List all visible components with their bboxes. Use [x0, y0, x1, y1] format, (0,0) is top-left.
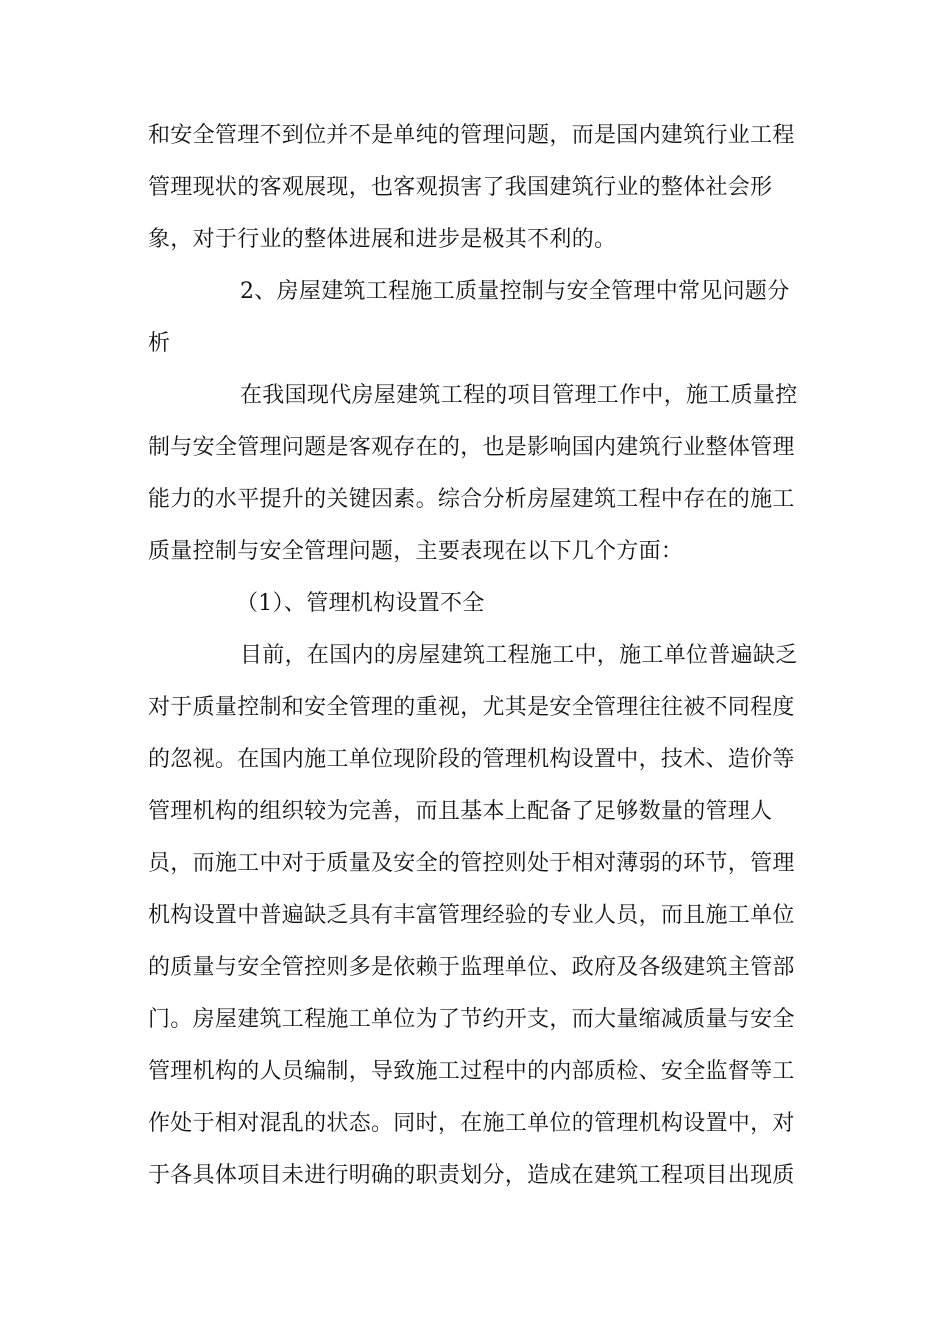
body-text-line: 作处于相对混乱的状态。同时，在施工单位的管理机构设置中，对	[148, 1111, 795, 1136]
body-text-line: 于各具体项目未进行明确的职责划分，造成在建筑工程项目出现质	[148, 1163, 795, 1188]
body-text-line: 对于质量控制和安全管理的重视，尤其是安全管理往往被不同程度	[148, 695, 795, 720]
body-text-line: 的忽视。在国内施工单位现阶段的管理机构设置中，技术、造价等	[148, 747, 795, 772]
body-text-line: 制与安全管理问题是客观存在的，也是影响国内建筑行业整体管理	[148, 435, 795, 460]
body-text-line: 和安全管理不到位并不是单纯的管理问题，而是国内建筑行业工程	[148, 123, 795, 148]
body-text-line: 的质量与安全管控则多是依赖于监理单位、政府及各级建筑主管部	[148, 955, 795, 980]
section-heading-line: 析	[148, 331, 171, 356]
section-heading-line: 2、房屋建筑工程施工质量控制与安全管理中常见问题分	[240, 279, 790, 304]
body-text-line: 机构设置中普遍缺乏具有丰富管理经验的专业人员，而且施工单位	[148, 903, 795, 928]
subsection-heading: （1）、管理机构设置不全	[236, 591, 485, 616]
body-text-line: 象，对于行业的整体进展和进步是极其不利的。	[148, 227, 617, 252]
body-text-line: 门。房屋建筑工程施工单位为了节约开支，而大量缩减质量与安全	[148, 1007, 795, 1032]
body-text-line: 管理机构的组织较为完善，而且基本上配备了足够数量的管理人	[148, 799, 773, 824]
body-text-line: 管理机构的人员编制，导致施工过程中的内部质检、安全监督等工	[148, 1059, 795, 1084]
body-text-line: 管理现状的客观展现，也客观损害了我国建筑行业的整体社会形	[148, 175, 773, 200]
body-text-line: 能力的水平提升的关键因素。综合分析房屋建筑工程中存在的施工	[148, 487, 795, 512]
body-text-line: 质量控制与安全管理问题，主要表现在以下几个方面：	[148, 539, 684, 564]
body-text-line: 目前，在国内的房屋建筑工程施工中，施工单位普遍缺乏	[240, 643, 798, 668]
body-text-line: 在我国现代房屋建筑工程的项目管理工作中，施工质量控	[240, 383, 798, 408]
body-text-line: 员，而施工中对于质量及安全的管控则处于相对薄弱的环节，管理	[148, 851, 795, 876]
